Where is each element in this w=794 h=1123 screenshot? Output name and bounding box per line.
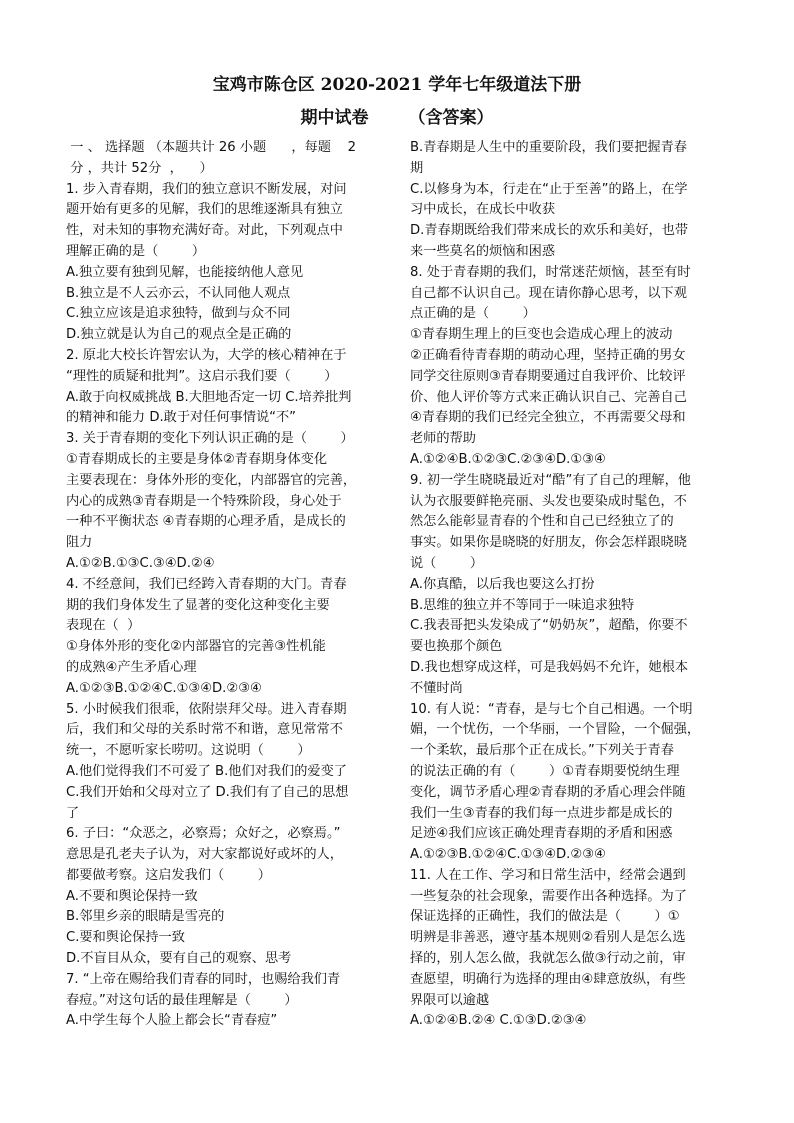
text-line: 老师的帮助	[410, 431, 476, 447]
text-line: 然怎么能彰显青春的个性和自己已经独立了的	[410, 514, 674, 530]
left-column	[66, 138, 388, 1032]
text-line: 11. 人在工作、学习和日常生活中，经常会遇到	[410, 867, 686, 883]
text-line: A.①②B.①③C.③④D.②④	[66, 555, 215, 571]
text-line: 要也换那个颜色	[410, 639, 503, 655]
text-line: 界限可以逾越	[410, 992, 490, 1008]
text-line: B.青春期是人生中的重要阶段，我们要把握青春	[410, 140, 687, 155]
text-line: 的精神和能力 D.敢于对任何事情说“不”	[66, 410, 297, 426]
text-line: 了	[66, 805, 80, 821]
text-line: 保证选择的正确性，我们的做法是（ ）①	[410, 909, 680, 925]
text-line: A.①②④B.②④ C.①③D.②③④	[410, 1013, 587, 1029]
text-line: 阻力	[66, 535, 93, 551]
text-line: 期	[410, 160, 424, 176]
text-line: 认为衣服要鲜艳亮丽、头发也要染成时髦色，不	[410, 493, 687, 509]
text-line: 一个柔软，最后那个正在成长。”下列关于青春	[410, 743, 674, 759]
text-line: 一些复杂的社会现象，需要作出各种选择。为了	[410, 888, 687, 904]
text-line: 8. 处于青春期的我们，时常迷茫烦恼，甚至有时	[410, 264, 691, 280]
text-line: 的成熟④产生矛盾心理	[66, 659, 197, 675]
subtitle-main: 期中试卷	[300, 108, 369, 128]
text-line: B.思维的独立并不等同于一味追求独特	[410, 597, 635, 613]
text-line: B.独立是不人云亦云，不认同他人观点	[66, 285, 291, 301]
text-line: A.不要和舆论保持一致	[66, 888, 198, 904]
text-line: 5. 小时候我们很乖，依附崇拜父母。进入青春期	[66, 701, 347, 717]
text-line: 的说法正确的有（ ）①青春期要悦纳生理	[410, 763, 680, 779]
text-line: 明辨是非善恶，遵守基本规则②看别人是怎么选	[410, 930, 686, 946]
text-line: D.我也想穿成这样，可是我妈妈不允许，她根本	[410, 659, 689, 675]
text-line: C.我们开始和父母对立了 D.我们有了自己的思想	[66, 784, 349, 800]
exam-subtitle	[0, 103, 794, 128]
right-column	[410, 138, 732, 1032]
text-line: A.中学生每个人脸上都会长“青春痘”	[66, 1013, 278, 1029]
text-line: 2. 原北大校长许智宏认为，大学的核心精神在于	[66, 347, 347, 363]
text-line: 媚，一个忧伤，一个华丽，一个冒险，一个倔强，	[410, 722, 701, 738]
text-line: 3. 关于青春期的变化下列认识正确的是（ ）	[66, 431, 354, 447]
subtitle-note: （含答案）	[408, 108, 494, 128]
text-line: A.敢于向权威挑战 B.大胆地否定一切 C.培养批判	[66, 389, 352, 405]
text-line: D.青春期既给我们带来成长的欢乐和美好，也带	[410, 223, 689, 239]
text-line: 一 、 选择题 （本题共计 26 小题 ，每题 2	[66, 140, 357, 155]
text-line: 不懂时尚	[410, 680, 463, 696]
text-line: 点正确的是（ ）	[410, 306, 536, 322]
text-line: A.①②④B.①②③C.②③④D.①③④	[410, 451, 606, 467]
text-line: “理性的质疑和批判”。这启示我们要（ ）	[66, 368, 338, 384]
text-line: 分 ，共计 52分 ， ）	[66, 160, 213, 176]
text-line: 都要做考察。这启发我们（ ）	[66, 867, 271, 883]
text-line: D.不盲目从众，要有自己的观察、思考	[66, 951, 292, 967]
text-line: A.①②③B.①②④C.①③④D.②③④	[66, 680, 262, 696]
text-line: 一种不平衡状态 ④青春期的心理矛盾，是成长的	[66, 514, 346, 530]
text-line: 足迹④我们应该正确处理青春期的矛盾和困惑	[410, 826, 673, 842]
text-line: 1. 步入青春期，我们的独立意识不断发展，对问	[66, 181, 347, 197]
text-line: 主要表现在：身体外形的变化，内部器官的完善，	[66, 472, 357, 488]
text-line: A.他们觉得我们不可爱了 B.他们对我们的爱变了	[66, 763, 347, 779]
text-line: 7. “上帝在赐给我们青春的同时，也赐给我们青	[66, 971, 341, 987]
text-line: 统一，不愿听家长唠叨。这说明（ ）	[66, 743, 311, 759]
text-line: A.①②③B.①②④C.①③④D.②③④	[410, 847, 606, 863]
text-line: 查愿望，明确行为选择的理由④肆意放纵，有些	[410, 971, 686, 987]
text-line: 性，对未知的事物充满好奇。对此，下列观点中	[66, 223, 343, 239]
text-line: C.以修身为本，行走在“止于至善”的路上，在学	[410, 181, 688, 197]
text-line: 同学交往原则③青春期要通过自我评价、比较评	[410, 368, 686, 384]
text-line: 后，我们和父母的关系时常不和谐，意见常常不	[66, 722, 343, 738]
text-line: 择的，别人怎么做，我就怎么做③行动之前，审	[410, 951, 686, 967]
text-line: 我们一生③青春的我们每一点进步都是成长的	[410, 805, 673, 821]
text-line: ①青春期生理上的巨变也会造成心理上的波动	[410, 327, 673, 343]
text-line: 9. 初一学生晓晓最近对“酷”有了自己的理解，他	[410, 472, 691, 488]
text-line: C.我表哥把头发染成了“奶奶灰”，超酷，你要不	[410, 618, 688, 634]
text-line: 期的我们身体发生了显著的变化这种变化主要	[66, 597, 330, 613]
text-line: ①身体外形的变化②内部器官的完善③性机能	[66, 639, 326, 655]
text-line: 变化，调节矛盾心理②青春期的矛盾心理会伴随	[410, 784, 686, 800]
text-line: 自己都不认识自己。现在请你静心思考，以下观	[410, 285, 687, 301]
text-line: C.独立应该是追求独特，做到与众不同	[66, 306, 291, 322]
text-line: 4. 不经意间，我们已经跨入青春期的大门。青春	[66, 576, 347, 592]
text-line: D.独立就是认为自己的观点全是正确的	[66, 327, 292, 343]
text-line: 表现在（ ）	[66, 618, 141, 634]
text-line: 来一些莫名的烦恼和困惑	[410, 243, 556, 259]
text-line: 春痘。”对这句话的最佳理解是（ ）	[66, 992, 298, 1008]
text-line: 10. 有人说：“青春，是与七个自己相遇。一个明	[410, 701, 693, 717]
text-line: 内心的成熟③青春期是一个特殊阶段，身心处于	[66, 493, 342, 509]
exam-title: 宝鸡市陈仓区 2020-2021 学年七年级道法下册	[212, 75, 582, 95]
text-line: 说（ ）	[410, 555, 484, 571]
text-line: 价、他人评价等方式来正确认识自己、完善自己	[410, 389, 687, 405]
text-line: 理解正确的是（ ）	[66, 243, 206, 259]
text-line: A.你真酷，以后我也要这么打扮	[410, 576, 595, 592]
text-line: ④青春期的我们已经完全独立，不再需要父母和	[410, 410, 686, 426]
text-line: A.独立要有独到见解，也能接纳他人意见	[66, 264, 304, 280]
text-line: ②正确看待青春期的萌动心理，坚持正确的男女	[410, 347, 686, 363]
text-line: 事实。如果你是晓晓的好朋友，你会怎样跟晓晓	[410, 535, 687, 551]
text-line: 习中成长，在成长中收获	[410, 202, 556, 218]
text-line: C.要和舆论保持一致	[66, 930, 185, 946]
text-line: B.邻里乡亲的眼睛是雪亮的	[66, 909, 225, 925]
text-line: ①青春期成长的主要是身体②青春期身体变化	[66, 451, 328, 467]
text-line: 6. 子曰：“众恶之，必察焉；众好之，必察焉。”	[66, 826, 341, 842]
text-line: 题开始有更多的见解，我们的思维逐渐具有独立	[66, 202, 343, 218]
text-line: 意思是孔老夫子认为，对大家都说好或坏的人，	[66, 847, 343, 863]
